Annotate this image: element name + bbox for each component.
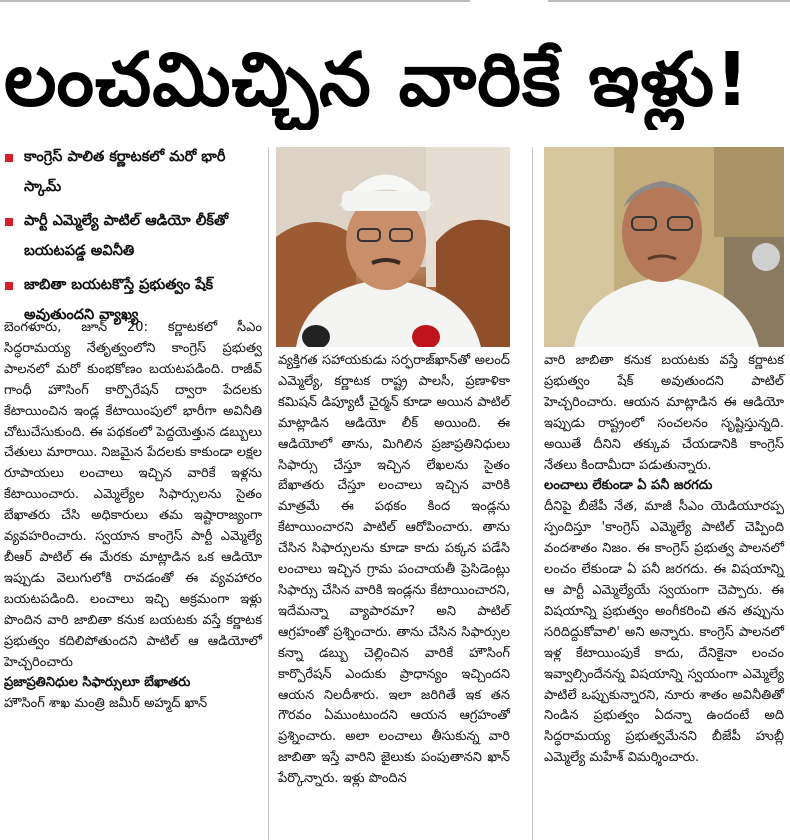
column-divider bbox=[268, 147, 269, 840]
article-body: బెంగళూరు, జూన్ 20: కర్ణాటకలో సీఎం సిద్ధరామయ్య నేతృత్వంలోని కాంగ్రెస్ ప్రభుత్వ పాలనలో మరో కుంభకోణం బయటపడింది. రాజీవ్ గాంధీ హౌసింగ్ కార్పొరేషన్ ద్వారా పేదలకు కేటాయించిన ఇండ్ల కేటాయింపులో భారీగా అవినీతి చోటుచేసుకుంది. ఈ పథకంలో పెద్దయెత్తున డబ్బులు చేతులు మారాయి. నిజమైన పేదలకు కాకుండా లక్షల రూపాయలు లంచాలు ఇచ్చిన వారికే ఇళ్లను కేటాయించారు. ఎమ్మెల్యేల సిఫార్సులను సైతం బేఖాతరు చేసి అధికారులు తమ ఇష్టారాజ్యంగా వ్యవహరించారు. స్వయాన కాంగ్రెస్ పార్టీ ఎమ్మెల్యే బీఆర్ పాటిల్ ఈ మేరకు మాట్లాడిన ఒక ఆడియో ఇప్పుడు వెలుగులోకి రావడంతో ఈ వ్యవహారం బయటపడింది. లంచాలు ఇచ్చి అక్రమంగా ఇళ్లు పొందిన వారి జాబితా కనుక బయటకు వస్తే కర్ణాటక ప్రభుత్వం కదిలిపోతుందని పాటిల్ ఆ ఆడియోలో హెచ్చరించారు bbox=[4, 320, 262, 670]
siddaramaiah-photo bbox=[544, 147, 784, 347]
article-body: వ్యక్తిగత సహాయకుడు సర్ఫరాజ్‌ఖాన్‌తో అలంద్ ఎమ్మెల్యే, కర్ణాటక రాష్ట్ర పాలసీ, ప్రణాళికా కమిషన్ డిప్యూటీ చైర్మన్ కూడా అయిన పాటిల్ మాట్లాడిన ఆడియో లీక్ అయింది. ఈ ఆడియోలో తాను, మిగిలిన ప్రజాప్రతినిధులు సిఫార్సు చేస్తూ ఇచ్చిన లేఖలను సైతం బేఖాతరు చేస్తూ లంచాలు ఇచ్చిన వారికి మాత్రమే ఈ పథకం కింద ఇండ్లను కేటాయించారని పాటిల్ ఆరోపించారు. తాను చేసిన సిఫార్సులను కూడా కాదు పక్కన పడేసి లంచాలు ఇచ్చిన గ్రామ పంచాయతీ ప్రెసిడెంట్లు సిఫార్సు చేసిన వారికి ఇండ్లను కేటాయించారని, ఇదేమన్నా వ్యాపారమా? అని పాటిల్ ఆగ్రహంతో ప్రశ్నించారు. తాను చేసిన సిఫార్సుల కన్నా డబ్బు చెల్లించిన వారికే హౌసింగ్ కార్పొరేషన్ ఎందుకు ప్రాధాన్యం ఇచ్చిందని ఆయన నిలదీశారు. ఇలా జరిగితే ఇక తన గౌరవం ఏముంటుందని ఆయన ఆగ్రహంతో ప్రశ్నించారు. అలా లంచాలు తీసుకున్న వారి జాబితా ఇస్తే వారిని జైలుకు పంపుతానని ఖాన్ పేర్కొన్నారు. ఇళ్లు పొందిన bbox=[278, 353, 510, 787]
column-divider bbox=[532, 147, 533, 840]
headline: లంచమిచ్చిన వారికే ఇళ్లు! bbox=[4, 37, 750, 123]
article-column-1 bbox=[4, 318, 262, 715]
article-subheading: లంచాలు లేకుండా ఏ పనీ జరగదు bbox=[544, 478, 713, 494]
top-rule bbox=[0, 0, 790, 4]
highlight-item: కాంగ్రెస్ పాలిత కర్ణాటకలో మరో భారీ స్కామ్ bbox=[2, 142, 264, 202]
article-body: దీనిపై బీజేపీ నేత, మాజీ సీఎం యెడియూరప్ప స్పందిస్తూ 'కాంగ్రెస్ ఎమ్మెల్యే పాటిల్ చెప్పింది వందశాతం నిజం. ఈ కాంగ్రెస్ ప్రభుత్వ పాలనలో లంచం లేకుండా ఏ పనీ జరగదు. ఈ విషయాన్ని ఆ పార్టీ ఎమ్మెల్యేయే స్వయంగా చెప్పారు. ఈ విషయాన్ని ప్రభుత్వం అంగీకరించి తన తప్పును సరిదిద్దుకోవాలి' అని అన్నారు. కాంగ్రెస్ పాలనలో ఇళ్ల కేటాయింపుకే కాదు, దేనికైనా లంచం ఇవ్వాల్సిందేనన్న విషయాన్ని స్వయంగా ఎమ్మెల్యే పాటిలే ఒప్పుకున్నారని, నూరు శాతం అవినీతితో నిండిన ప్రభుత్వం ఏదన్నా ఉందంటే అది సిద్ధరామయ్య ప్రభుత్వమేనని బీజేపీ హుబ్లీ ఎమ్మెల్యే మహేశ్ విమర్శించారు. bbox=[544, 499, 784, 766]
highlight-item: జాబితా బయటకొస్తే ప్రభుత్వం షేక్ అవుతుందని వ్యాఖ్య bbox=[2, 270, 264, 330]
article-subheading: ప్రజాప్రతినిధుల సిఫార్సులూ బేఖాతరు bbox=[4, 675, 191, 691]
person-in-white-cap-photo bbox=[276, 147, 510, 347]
bullet-square-icon bbox=[5, 282, 13, 290]
bullet-square-icon bbox=[5, 218, 13, 226]
article-body: వారి జాబితా కనుక బయటకు వస్తే కర్ణాటక ప్రభుత్వం షేక్ అవుతుందని పాటిల్ హెచ్చరించారు. ఆయన మాట్లాడిన ఈ ఆడియో ఇప్పుడు రాష్ట్రంలో సంచలనం సృష్టిస్తున్నది. అయితే దీనిని తక్కువ చేయడానికి కాంగ్రెస్ నేతలు కిందామీదా పడుతున్నారు. bbox=[544, 353, 784, 473]
article-column-2 bbox=[278, 351, 510, 790]
article-column-3 bbox=[544, 351, 784, 769]
highlight-item: పార్టీ ఎమ్మెల్యే పాటిల్ ఆడియో లీక్‌తో బయటపడ్డ అవినీతి bbox=[2, 206, 264, 266]
bullet-square-icon bbox=[5, 154, 13, 162]
highlight-list bbox=[2, 142, 264, 334]
article-body: హౌసింగ్ శాఖ మంత్రి జమీర్ అహ్మద్ ఖాన్ bbox=[4, 696, 208, 712]
